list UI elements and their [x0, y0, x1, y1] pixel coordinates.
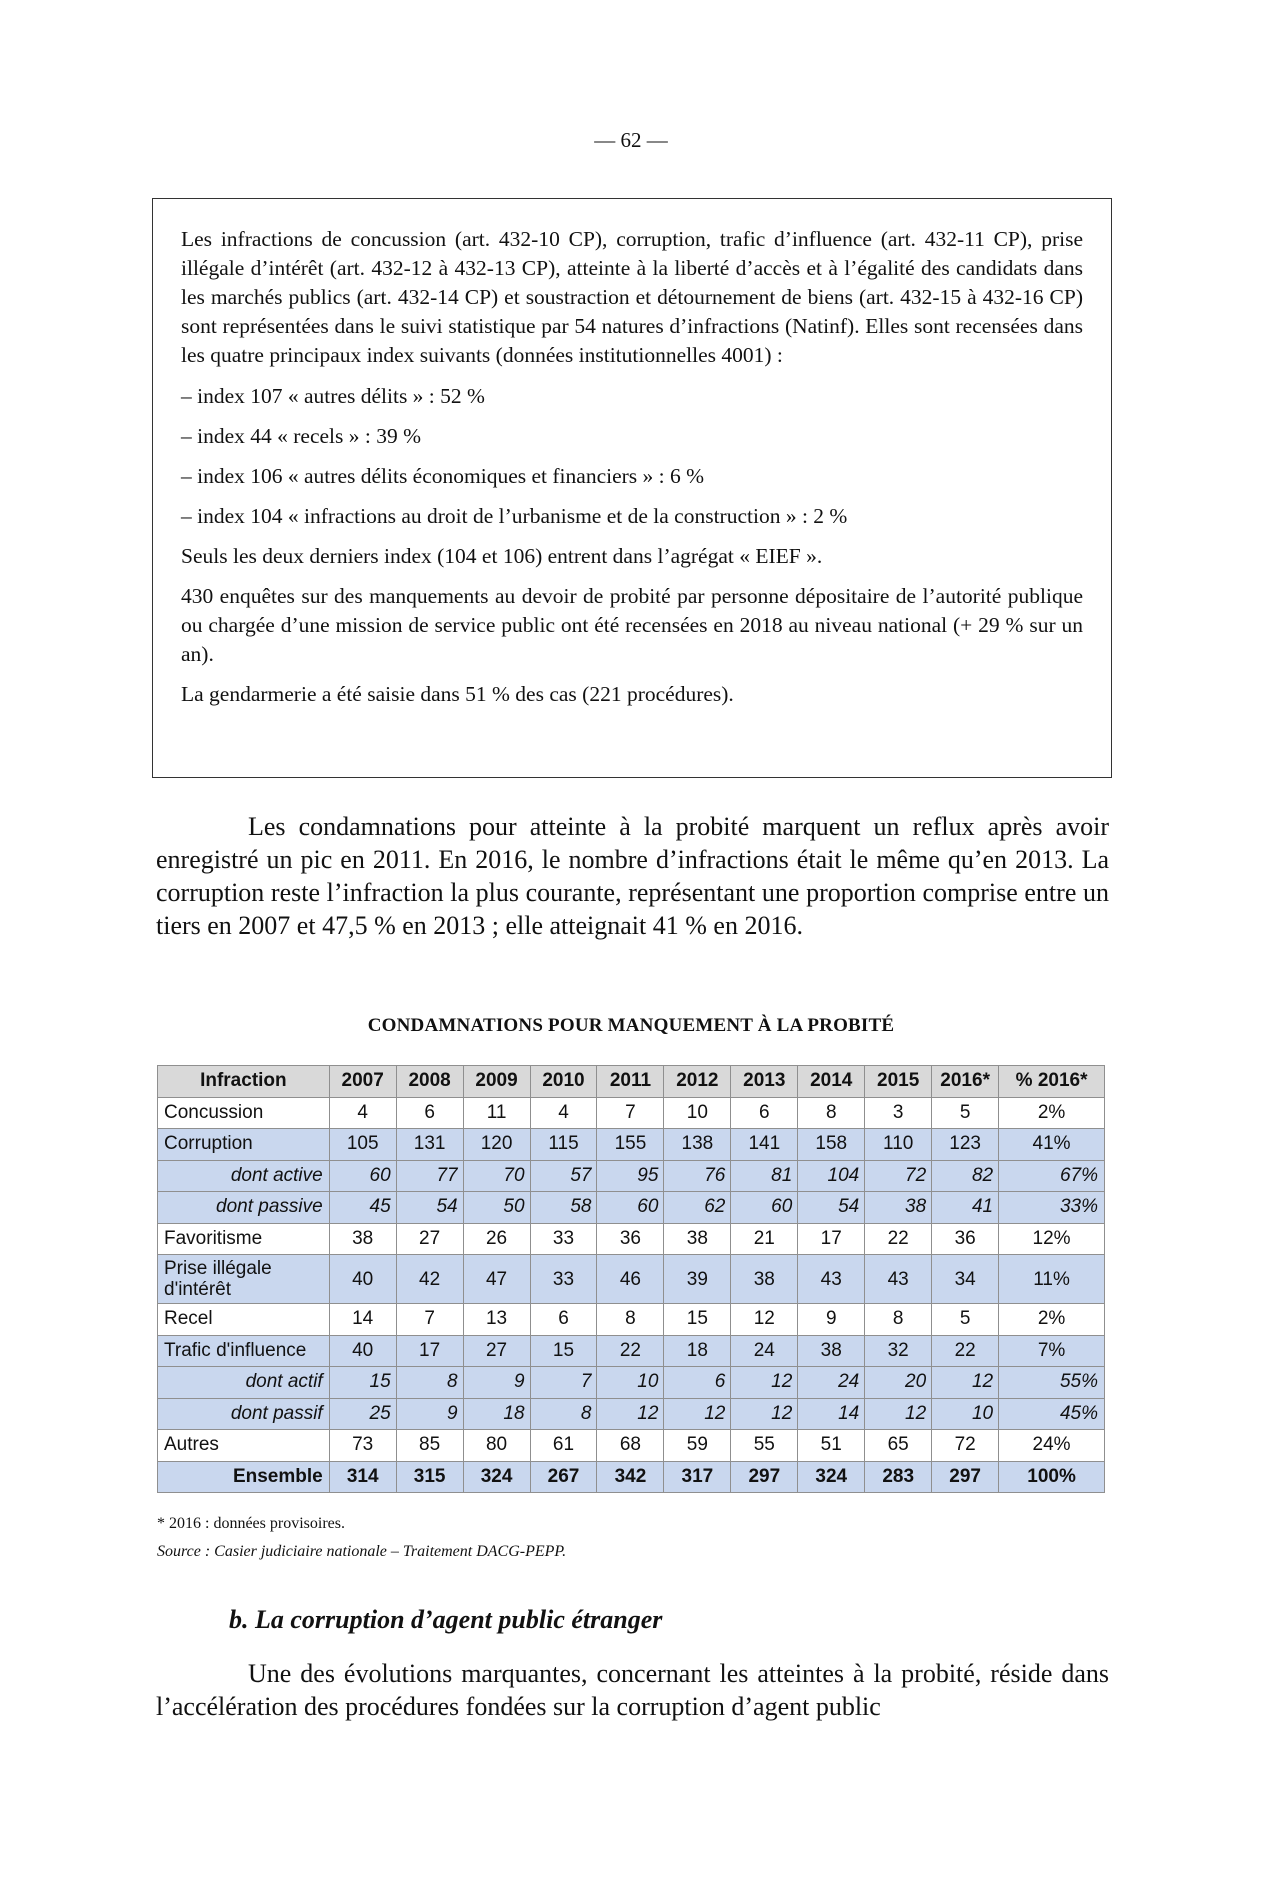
table-cell: 39	[664, 1255, 731, 1304]
table-cell: 314	[329, 1461, 396, 1493]
table-cell: 18	[664, 1335, 731, 1367]
table-cell: 6	[731, 1097, 798, 1129]
table-cell: 27	[396, 1223, 463, 1255]
column-header: % 2016*	[999, 1066, 1105, 1098]
percent-cell: 41%	[999, 1129, 1105, 1161]
table-cell: 22	[597, 1335, 664, 1367]
paragraph-foreign-corruption: Une des évolutions marquantes, concernant les atteintes à la probité, réside dans l’accélération des procédures fondées sur la corruption d’agent public	[156, 1659, 1109, 1721]
table-cell: 131	[396, 1129, 463, 1161]
table-cell: 54	[798, 1192, 865, 1224]
table-cell: 8	[798, 1097, 865, 1129]
table-cell: 3	[865, 1097, 932, 1129]
table-cell: 60	[731, 1192, 798, 1224]
table-cell: 33	[530, 1255, 597, 1304]
table-cell: 18	[463, 1398, 530, 1430]
row-label: Favoritisme	[158, 1223, 330, 1255]
percent-cell: 55%	[999, 1367, 1105, 1399]
table-cell: 6	[396, 1097, 463, 1129]
table-cell: 85	[396, 1430, 463, 1462]
table-cell: 55	[731, 1430, 798, 1462]
table-cell: 40	[329, 1255, 396, 1304]
box-index-item: – index 104 « infractions au droit de l’urbanisme et de la construction » : 2 %	[181, 504, 848, 528]
table-cell: 342	[597, 1461, 664, 1493]
table-title: CONDAMNATIONS POUR MANQUEMENT À LA PROBITÉ	[367, 1015, 895, 1036]
table-cell: 14	[798, 1398, 865, 1430]
percent-cell: 2%	[999, 1304, 1105, 1336]
table-cell: 297	[731, 1461, 798, 1493]
column-header: 2012	[664, 1066, 731, 1098]
table-cell: 12	[664, 1398, 731, 1430]
table-header-row	[158, 1066, 1105, 1098]
percent-cell: 100%	[999, 1461, 1105, 1493]
column-header: 2007	[329, 1066, 396, 1098]
table-cell: 9	[396, 1398, 463, 1430]
table-cell: 65	[865, 1430, 932, 1462]
table-cell: 24	[798, 1367, 865, 1399]
table-cell: 15	[664, 1304, 731, 1336]
table-cell: 81	[731, 1160, 798, 1192]
table-cell: 12	[865, 1398, 932, 1430]
row-label: Corruption	[158, 1129, 330, 1161]
table-cell: 45	[329, 1192, 396, 1224]
table-row	[158, 1129, 1105, 1161]
table-cell: 26	[463, 1223, 530, 1255]
percent-cell: 7%	[999, 1335, 1105, 1367]
box-aggregate-note: Seuls les deux derniers index (104 et 106) entrent dans l’agrégat « EIEF ».	[181, 544, 823, 568]
table-cell: 54	[396, 1192, 463, 1224]
table-cell: 76	[664, 1160, 731, 1192]
table-cell: 27	[463, 1335, 530, 1367]
paragraph-condemnations: Les condamnations pour atteinte à la probité marquent un reflux après avoir enregistré un pic en 2011. En 2016, le nombre d’infractions était le même qu’en 2013. La corruption reste l’infraction la plus courante, représentant une proportion comprise entre un tiers en 2007 et 47,5 % en 2013 ; elle atteignait 41 % en 2016.	[156, 812, 1109, 940]
table-cell: 62	[664, 1192, 731, 1224]
table-cell: 12	[932, 1367, 999, 1399]
table-cell: 24	[731, 1335, 798, 1367]
table-row	[158, 1160, 1105, 1192]
table-cell: 6	[664, 1367, 731, 1399]
row-label: Prise illégale d'intérêt	[158, 1255, 330, 1304]
condemnations-table	[157, 1065, 1105, 1493]
table-cell: 4	[530, 1097, 597, 1129]
box-index-item: – index 44 « recels » : 39 %	[181, 424, 422, 448]
table-row	[158, 1461, 1105, 1493]
row-label: dont active	[158, 1160, 330, 1192]
table-cell: 38	[664, 1223, 731, 1255]
table-cell: 6	[530, 1304, 597, 1336]
box-gendarmerie: La gendarmerie a été saisie dans 51 % des cas (221 procédures).	[181, 682, 734, 706]
column-header: 2014	[798, 1066, 865, 1098]
column-header: 2015	[865, 1066, 932, 1098]
table-cell: 7	[396, 1304, 463, 1336]
percent-cell: 67%	[999, 1160, 1105, 1192]
table-body	[158, 1097, 1105, 1493]
table-cell: 17	[798, 1223, 865, 1255]
table-cell: 10	[932, 1398, 999, 1430]
table-cell: 38	[329, 1223, 396, 1255]
table-cell: 324	[463, 1461, 530, 1493]
table-cell: 283	[865, 1461, 932, 1493]
table-row	[158, 1398, 1105, 1430]
table-cell: 22	[865, 1223, 932, 1255]
section-heading: b. La corruption d’agent public étranger	[229, 1605, 663, 1634]
row-label: Recel	[158, 1304, 330, 1336]
table-cell: 8	[865, 1304, 932, 1336]
table-cell: 40	[329, 1335, 396, 1367]
table-cell: 317	[664, 1461, 731, 1493]
table-cell: 38	[731, 1255, 798, 1304]
table-cell: 33	[530, 1223, 597, 1255]
table-cell: 77	[396, 1160, 463, 1192]
table-cell: 105	[329, 1129, 396, 1161]
table-cell: 115	[530, 1129, 597, 1161]
percent-cell: 24%	[999, 1430, 1105, 1462]
percent-cell: 45%	[999, 1398, 1105, 1430]
table-cell: 51	[798, 1430, 865, 1462]
table-cell: 7	[530, 1367, 597, 1399]
percent-cell: 11%	[999, 1255, 1105, 1304]
percent-cell: 2%	[999, 1097, 1105, 1129]
info-box	[152, 198, 1112, 778]
table-cell: 7	[597, 1097, 664, 1129]
row-label: Trafic d'influence	[158, 1335, 330, 1367]
table-cell: 267	[530, 1461, 597, 1493]
table-cell: 15	[530, 1335, 597, 1367]
table-row	[158, 1367, 1105, 1399]
table-cell: 34	[932, 1255, 999, 1304]
table-cell: 15	[329, 1367, 396, 1399]
table-cell: 72	[865, 1160, 932, 1192]
table-cell: 138	[664, 1129, 731, 1161]
table-cell: 38	[798, 1335, 865, 1367]
table-cell: 155	[597, 1129, 664, 1161]
column-header: 2013	[731, 1066, 798, 1098]
table-cell: 82	[932, 1160, 999, 1192]
row-label: Ensemble	[158, 1461, 330, 1493]
column-header: 2010	[530, 1066, 597, 1098]
percent-cell: 12%	[999, 1223, 1105, 1255]
percent-cell: 33%	[999, 1192, 1105, 1224]
table-cell: 22	[932, 1335, 999, 1367]
column-header: 2016*	[932, 1066, 999, 1098]
row-label: dont actif	[158, 1367, 330, 1399]
table-cell: 80	[463, 1430, 530, 1462]
row-label: Concussion	[158, 1097, 330, 1129]
table-cell: 61	[530, 1430, 597, 1462]
column-header: 2008	[396, 1066, 463, 1098]
table-cell: 123	[932, 1129, 999, 1161]
table-row	[158, 1304, 1105, 1336]
table-row	[158, 1223, 1105, 1255]
table-cell: 297	[932, 1461, 999, 1493]
table-cell: 8	[530, 1398, 597, 1430]
table-cell: 4	[329, 1097, 396, 1129]
table-cell: 10	[664, 1097, 731, 1129]
table-cell: 12	[731, 1398, 798, 1430]
table-row	[158, 1097, 1105, 1129]
table-cell: 41	[932, 1192, 999, 1224]
table-cell: 32	[865, 1335, 932, 1367]
table-cell: 17	[396, 1335, 463, 1367]
table-row	[158, 1335, 1105, 1367]
table-cell: 9	[798, 1304, 865, 1336]
box-index-item: – index 106 « autres délits économiques et financiers » : 6 %	[181, 464, 705, 488]
table-cell: 14	[329, 1304, 396, 1336]
box-intro: Les infractions de concussion (art. 432-10 CP), corruption, trafic d’influence (art. 432-11 CP), prise illégale d’intérêt (art. 432-12 à 432-13 CP), atteinte à la liberté d’accès et à l’égalité des candidats dans les marchés publics (art. 432-14 CP) et soustraction et détournement de biens (art. 432-15 à 432-16 CP) sont représentées dans le suivi statistique par 54 natures d’infractions (Natinf). Elles sont recensées dans les quatre principaux index suivants (données institutionnelles 4001) :	[181, 227, 1083, 367]
table-cell: 57	[530, 1160, 597, 1192]
table-cell: 8	[396, 1367, 463, 1399]
column-header: 2009	[463, 1066, 530, 1098]
table-cell: 43	[798, 1255, 865, 1304]
box-index-item: – index 107 « autres délits » : 52 %	[181, 384, 485, 408]
table-cell: 5	[932, 1304, 999, 1336]
table-cell: 36	[932, 1223, 999, 1255]
table-cell: 104	[798, 1160, 865, 1192]
row-label: dont passive	[158, 1192, 330, 1224]
table-cell: 9	[463, 1367, 530, 1399]
source-note: Source : Casier judiciaire nationale – Traitement DACG-PEPP.	[157, 1543, 567, 1560]
page-number: — 62 —	[594, 128, 668, 152]
table-cell: 60	[329, 1160, 396, 1192]
table-cell: 315	[396, 1461, 463, 1493]
table-cell: 21	[731, 1223, 798, 1255]
row-label: Autres	[158, 1430, 330, 1462]
table-row	[158, 1192, 1105, 1224]
table-cell: 43	[865, 1255, 932, 1304]
table-cell: 95	[597, 1160, 664, 1192]
table-cell: 110	[865, 1129, 932, 1161]
table-cell: 70	[463, 1160, 530, 1192]
table-cell: 11	[463, 1097, 530, 1129]
table-cell: 42	[396, 1255, 463, 1304]
table-cell: 59	[664, 1430, 731, 1462]
table-cell: 141	[731, 1129, 798, 1161]
table-cell: 12	[731, 1304, 798, 1336]
table-cell: 46	[597, 1255, 664, 1304]
table-cell: 12	[731, 1367, 798, 1399]
table-cell: 13	[463, 1304, 530, 1336]
table-cell: 36	[597, 1223, 664, 1255]
table-cell: 38	[865, 1192, 932, 1224]
table-cell: 324	[798, 1461, 865, 1493]
table-cell: 58	[530, 1192, 597, 1224]
table-cell: 50	[463, 1192, 530, 1224]
table-cell: 68	[597, 1430, 664, 1462]
table-cell: 20	[865, 1367, 932, 1399]
table-cell: 158	[798, 1129, 865, 1161]
table-cell: 120	[463, 1129, 530, 1161]
table-cell: 73	[329, 1430, 396, 1462]
column-header: 2011	[597, 1066, 664, 1098]
table-cell: 47	[463, 1255, 530, 1304]
table-cell: 8	[597, 1304, 664, 1336]
table-cell: 10	[597, 1367, 664, 1399]
table-row	[158, 1255, 1105, 1304]
row-label: dont passif	[158, 1398, 330, 1430]
table-cell: 72	[932, 1430, 999, 1462]
column-header: Infraction	[158, 1066, 330, 1098]
table-row	[158, 1430, 1105, 1462]
footnote: * 2016 : données provisoires.	[157, 1515, 345, 1532]
table-cell: 60	[597, 1192, 664, 1224]
table-cell: 25	[329, 1398, 396, 1430]
table-cell: 5	[932, 1097, 999, 1129]
box-investigations: 430 enquêtes sur des manquements au devoir de probité par personne dépositaire de l’autorité publique ou chargée d’une mission de service public ont été recensées en 2018 au niveau national (+ 29 % sur un an).	[181, 584, 1083, 666]
table-cell: 12	[597, 1398, 664, 1430]
